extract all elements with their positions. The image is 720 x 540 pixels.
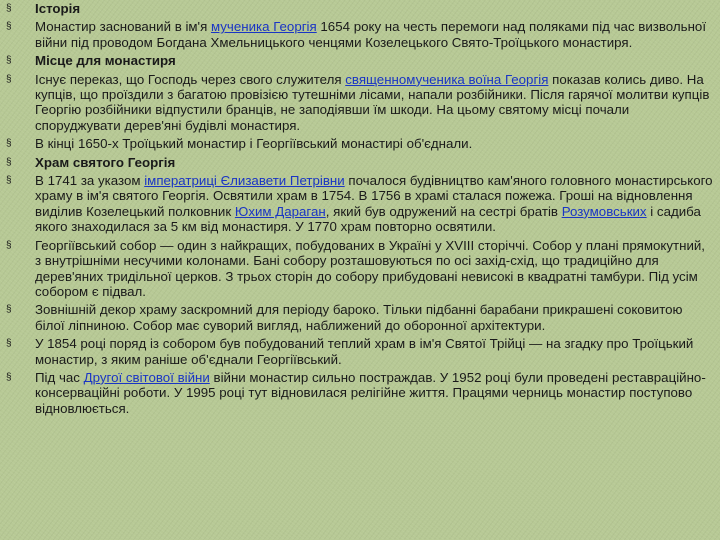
text-segment: показав колись диво. На купців, що проїздили з багатою провізією тутешніми лісами, напали розбійники. Після гарячої молитви купців Георгію розбійники відпустили бранців, не заподіявши їм шкоди. На цьому святому місці почали споруджувати дерев'яні будівлі монастиря. [35,71,710,133]
paragraph-text [35,370,714,416]
wiki-link[interactable]: священномученика воїна Георгія [345,71,549,87]
text-segment: Георгіївський собор — один з найкращих, побудованих в Україні у XVIII сторіччі. Собор у плані прямокутний, з внутрішніми несучими колонами. Бані собору розташовуються по осі захід-схід, що традиційно для дерев'яних тридільної церков. З трьох сторін до собору прибудовані невисокі в квадратні тамбури. Під усім собором є підвал. [35,237,705,299]
bullet-icon: § [6,338,12,350]
section-heading [35,53,714,68]
list-item [6,336,714,367]
text-segment: Місце для монастиря [35,53,176,69]
list-item [6,370,714,416]
bullet-icon: § [6,3,12,14]
list-item [6,72,714,134]
text-segment: 1654 року на честь перемоги над поляками під час визвольної війни під проводом Богдана Хмельницького ченцями Козелецького Свято-Троїцького монастиря. [35,19,707,50]
wiki-link[interactable]: Юхим Дараган [234,203,326,219]
bullet-icon: § [6,371,12,383]
bullet-icon: § [6,55,12,67]
wiki-link[interactable]: мученика Георгія [210,19,317,35]
text-segment: , який був одружений на сестрі братів [325,203,562,219]
text-segment: Монастир заснований в ім'я [35,19,211,35]
bullet-icon: § [6,73,12,85]
list-item [6,136,714,151]
text-segment: Історія [35,1,81,16]
section-heading [35,155,714,170]
text-segment: Храм святого Георгія [35,154,176,170]
text-segment: У 1854 році поряд із собором був побудований теплий храм в ім'я Святої Трійці — на згадку про Троїцький монастир, з яким раніше об'єднали Георгіївський. [35,336,694,367]
section-heading [35,1,714,16]
paragraph-text [35,19,714,50]
wiki-link[interactable]: Другої світової війни [83,369,210,385]
list-item [6,19,714,50]
list-item [6,173,714,235]
bullet-icon: § [6,156,12,168]
bullet-icon: § [6,304,12,316]
paragraph-text [35,173,714,235]
list-item [6,238,714,300]
section-heading-item [6,1,714,16]
text-segment: і садиба якого знаходилася за 5 км від монастиря. У 1770 храм повторно освятили. [35,203,701,235]
text-segment: Існує переказ, що Господь через свого служителя [35,71,346,87]
bullet-icon: § [6,138,12,150]
paragraph-text [35,336,714,367]
text-segment: В кінці 1650-х Троїцький монастир і Георгіївський монастирі об'єднали. [35,136,473,152]
bullet-list [6,1,714,419]
paragraph-text [35,238,714,300]
paragraph-text [35,136,714,151]
list-item [6,302,714,333]
text-segment: почалося будівництво кам'яного головного монастирського храму в ім'я святого Георгія. Освятили храм в 1754. В 1756 в храмі сталася пожежа. Гроші на відновлення виділив Козелецький полковник [35,173,713,219]
section-heading-item [6,155,714,170]
text-segment: Під час [35,369,84,385]
bullet-icon: § [6,21,12,33]
text-segment: Зовнішній декор храму заскромний для періоду бароко. Тільки підбанні барабани прикрашені соковитою білої ліпниною. Собор має суворий вигляд, наближений до оборонної архітектури. [35,302,683,333]
bullet-icon: § [6,239,12,251]
bullet-icon: § [6,175,12,187]
text-segment: В 1741 за указом [35,173,145,189]
paragraph-text [35,72,714,134]
paragraph-text [35,302,714,333]
wiki-link[interactable]: імператриці Єлизавети Петрівни [144,173,345,189]
wiki-link[interactable]: Розумовських [561,203,647,219]
section-heading-item [6,53,714,68]
text-segment: війни монастир сильно постраждав. У 1952 році були проведені реставраційно-консерваційні роботи. У 1995 році тут відновилася релігійне життя. Працями черниць монастир поступово відновлюється. [35,369,706,416]
